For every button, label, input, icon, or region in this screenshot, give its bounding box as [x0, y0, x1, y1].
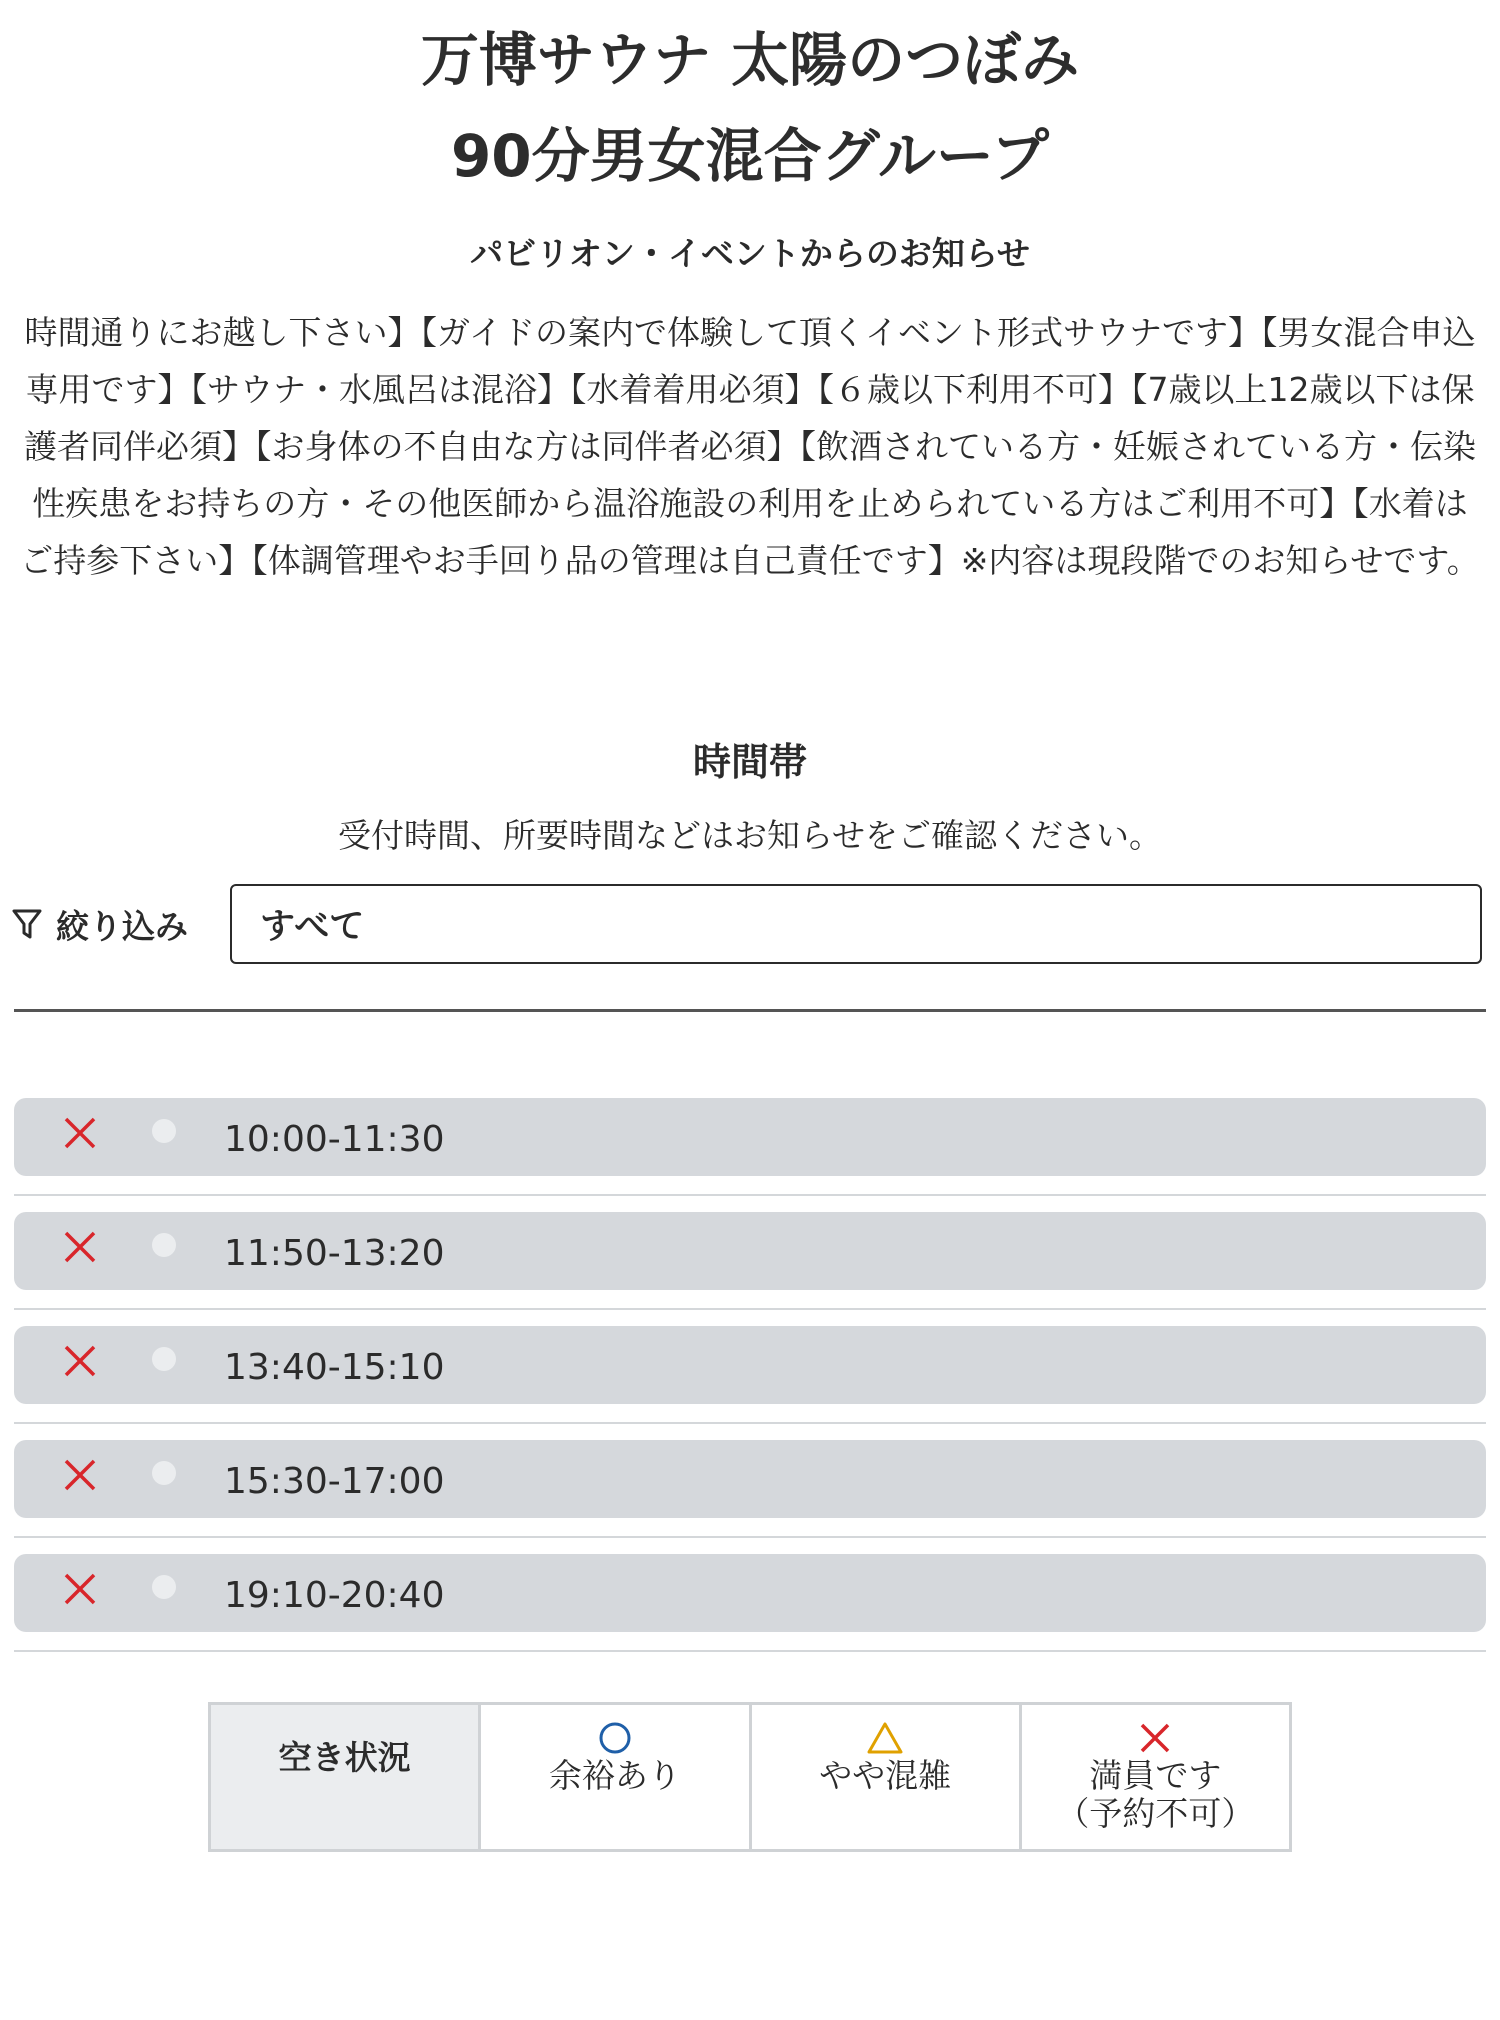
time-slot[interactable] [14, 1440, 1486, 1518]
time-slot-label: 13:40-15:10 [224, 1346, 445, 1388]
time-slot-label: 11:50-13:20 [224, 1232, 445, 1274]
time-slot[interactable] [14, 1098, 1486, 1176]
filter-row [12, 881, 1482, 967]
cross-icon [60, 1341, 100, 1381]
time-slot-row [14, 1554, 1486, 1652]
divider [14, 1009, 1486, 1012]
time-slot-row [14, 1098, 1486, 1196]
cross-icon [60, 1569, 100, 1609]
cross-icon [1138, 1721, 1172, 1755]
time-section-title: 時間帯 [692, 740, 807, 784]
circle-icon [598, 1721, 632, 1755]
radio-dot [152, 1461, 176, 1485]
notice-heading: パビリオン・イベントからのお知らせ [470, 234, 1030, 273]
legend-crowded [749, 1705, 1019, 1849]
time-slot-label: 15:30-17:00 [224, 1460, 445, 1502]
legend-crowded-label: やや混雑 [819, 1756, 952, 1795]
time-slot[interactable] [14, 1212, 1486, 1290]
time-slot-row [14, 1326, 1486, 1424]
time-slot-label: 19:10-20:40 [224, 1574, 445, 1616]
time-slot[interactable] [14, 1554, 1486, 1632]
time-slot-list [14, 1098, 1486, 1652]
time-slot-row [14, 1212, 1486, 1310]
time-slot[interactable] [14, 1326, 1486, 1404]
filter-icon [12, 908, 42, 940]
cross-icon [60, 1113, 100, 1153]
filter-label: 絞り込み [56, 906, 188, 946]
cross-icon [60, 1227, 100, 1267]
legend-full-label: 満員です [1089, 1756, 1222, 1795]
legend-full [1019, 1705, 1289, 1849]
cross-icon [60, 1455, 100, 1495]
page-title: 万博サウナ 太陽のつぼみ 90分男女混合グループ [420, 26, 1080, 190]
radio-dot [152, 1347, 176, 1371]
legend-heading-label: 空き状況 [278, 1738, 411, 1777]
filter-select[interactable] [230, 884, 1482, 964]
radio-dot [152, 1575, 176, 1599]
filter-label-group [12, 901, 230, 948]
legend-available-label: 余裕あり [548, 1756, 681, 1795]
time-slot-row [14, 1440, 1486, 1538]
time-section-note: 受付時間、所要時間などはお知らせをご確認ください。 [337, 816, 1162, 855]
radio-dot [152, 1119, 176, 1143]
triangle-icon [866, 1721, 904, 1755]
legend-heading [211, 1705, 478, 1849]
notice-body: 時間通りにお越し下さい】【ガイドの案内で体験して頂くイベント形式サウナです】【男女混合申込専用です】【サウナ・水風呂は混浴】【水着着用必須】【６歳以下利用不可】【7歳以上12歳以下は保護者同伴必須】【お身体の不自由な方は同伴者必須】【飲酒されている方・妊娠されている方・伝染性疾患をお持ちの方・その他医師から温浴施設の利用を止められている方はご利用不可】【水着はご持参下さい】【体調管理やお手回り品の管理は自己責任です】※内容は現段階でのお知らせです。 [20, 313, 1480, 580]
legend-full-sublabel: （予約不可） [1056, 1794, 1255, 1833]
availability-legend [208, 1702, 1292, 1852]
legend-available [478, 1705, 748, 1849]
time-slot-label: 10:00-11:30 [224, 1118, 445, 1160]
filter-selected-value: すべて [260, 907, 365, 947]
radio-dot [152, 1233, 176, 1257]
